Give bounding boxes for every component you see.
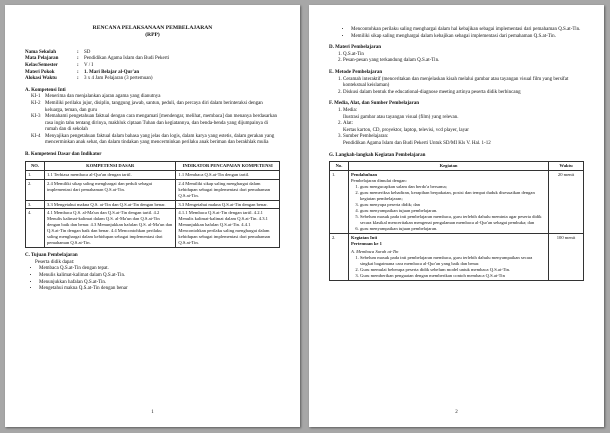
identity-block: Nama Sekolah : SD Mata Pelajaran : Pendidikan Agama Islam dan Budi Pekerti Kelas/Semester : V / I Materi Pokok : 1. Mari Belajar al-Qur'an Alokasi Waktu : 3 x 4 Jam Pelajaran (3 pertemuan): [25, 50, 280, 83]
c-intro: Peserta didik dapat:: [35, 259, 75, 265]
table-header: No.: [330, 162, 349, 171]
table-row: 1. Pendahuluan Pembelajaran dimulai dengan: 1. guru mengucapkan salam dan berdo'a bersama; 2. guru memeriksa kehadiran, kerapihan berpakaian, posisi dan tempat duduk disesuaikan dengan kegiatan pembelajaran; 3. guru menyapa peserta didik; dan 4. guru menyampaikan tujuan pembelajaran. 5. Sebelum masuk pada inti pembelajaran membaca, guru terlebih dahulu meminta agar peserta didik secara klasikal menceritakan mengenai pengalaman membaca al-Qur'an sebagai pembuka; dan 6. guru menyampaikan tujuan pembelajaran. 20 menit: [330, 171, 584, 234]
section-d-heading: D. Materi Pembelajaran: [329, 45, 382, 51]
identity-label: Materi Pokok: [25, 69, 55, 75]
doc-title: RENCANA PELAKSANAAN PEMBELAJARAN: [92, 25, 213, 31]
identity-value: 1. Mari Belajar al-Qur'an: [84, 69, 140, 75]
identity-value: V / I: [84, 62, 94, 68]
section-f-heading: F. Media, Alat, dan Sumber Pembelajaran: [329, 101, 420, 107]
ki-row: KI-2 Memiliki perilaku jujur, disiplin, tanggung jawab, santun, peduli, dan percaya diri dalam berinteraksi dengan keluarga, teman, dan guru: [31, 100, 263, 113]
list-item: 1. Q.S.at-Tin: [343, 52, 584, 59]
activity-table: [329, 161, 584, 280]
doc-subtitle: (RPP): [145, 32, 160, 39]
list-item: • Menulis kalimat-kalimat dalam Q.S.at-Tin.: [39, 273, 280, 280]
section-g-heading: G. Langkah-langkah Kegiatan Pembelajaran: [329, 152, 426, 158]
page-number: 2: [455, 410, 458, 416]
section-c-heading: C. Tujuan Pembelajaran: [25, 253, 78, 259]
section-e-heading: E. Metode Pembelajaran: [329, 69, 383, 75]
table-header: INDIKATOR PENCAPAIAN KOMPETENSI: [176, 161, 280, 170]
list-item: • Mencontohkan perilaku saling menghargai dalam hal kebajikan sebagai implementasi dari pemahaman Q.S.at-Tin.: [351, 27, 584, 34]
identity-label: Nama Sekolah: [25, 49, 56, 55]
list-item: 1. Ceramah interaktif (menceritakan dan menjelaskan kisah melalui gambar atau tayangan visual film yang bersifat kontekstual keislaman): [343, 77, 584, 90]
identity-value: SD: [84, 49, 91, 55]
kd-table: [25, 161, 280, 249]
page-number: 1: [151, 410, 154, 416]
identity-label: Kelas/Semester: [25, 62, 58, 68]
ki-row: KI-3 Memahami pengetahuan faktual dengan cara mengamati [mendengar, melihat, membaca] dan menanya berdasarkan rasa ingin tahu tentang dirinya, makhluk ciptaan Tuhan dan kegiatannya, dan benda-benda yang dijumpainya di rumah dan di sekolah: [31, 114, 278, 133]
identity-value: 3 x 4 Jam Pelajaran (3 pertemuan): [84, 76, 153, 82]
list-item: • Menunjukkan hafalan Q.S.at-Tin.: [39, 280, 280, 287]
table-row: 3. 3.3 Mengetahui makna Q.S. at-Tin dan Q.S.at-Tin dengan benar. 3.3 Mengetahui makna Q.S.at-Tin dengan benar.: [26, 200, 280, 209]
table-header: NO.: [26, 161, 45, 170]
list-item: 2. Pesan-pesan yang terkandung dalam Q.S.at-Tin.: [343, 58, 584, 65]
list-item: 1. Media: Ilustrasi gambar atau tayangan visual (film) yang relevan.: [343, 108, 584, 121]
document-page-2: [309, 5, 604, 427]
identity-label: Alokasi Waktu: [25, 76, 57, 82]
table-header: Waktu: [549, 162, 584, 171]
table-row: 2. 2.4 Memiliki sikap saling menghargai dan peduli sebagai implementasi dari pemahaman Q.S.at-Tin. 2.4 Memiliki sikap saling menghargai dalam kehidupan sebagai implementasi dari pemahaman Q.S.at-Tin.: [26, 179, 280, 200]
ki-row: KI-1 Menerima dan menjalankan ajaran agama yang dianutnya: [31, 94, 161, 100]
list-item: • Membaca Q.S.at-Tin dengan tepat.: [39, 266, 280, 273]
list-item: 2. Diskusi dalam bentuk the educational-diagnose meeting artinya peserta didik berbincang: [343, 90, 584, 97]
section-b-heading: B. Kompetensi Dasar dan Indikator: [25, 152, 102, 158]
top-list: [329, 27, 584, 40]
document-page-1: [5, 5, 300, 427]
identity-label: Mata Pelajaran: [25, 56, 59, 62]
table-row: 2. Kegiatan Inti Pertemuan ke 1 A. Membaca Surah at-Tin 1. Sebelum masuk pada inti pembelajaran membaca, guru terlebih dahulu menyampaikan secara singkat bagaimana cara membaca al-Qur'an yang baik dan benar. 2. Guru memulai beberapa peserta didik sebelum model untuk membaca Q.S.at-Tin. 3. Guru memberikan penguatan dengan memberikan contoh membaca Q.S.at-Tin 100 menit: [330, 233, 584, 280]
table-row: 4. 4.1 Membaca Q.S. al-Ma'un dan Q.S.at-Tin dengan tartil. 4.2 Menulis kalimat-kalimat dalam Q.S. al-Ma'un dan Q.S.at-Tin dengan baik dan benar. 4.3 Menunjukkan hafalan Q.S. al-Ma'un dan Q.S.at-Tin dengan baik dan benar. 4.4 Mencontohkan perilaku saling menghargai dalam kehidupan sebagai implementasi dari pemahaman Q.S.at-Tin. 4.1.1 Membaca Q.S.at-Tin dengan tartil. 4.2.1 Menulis kalimat-kalimat dalam Q.S.at-Tin. 4.3.1 Menunjukkan hafalan Q.S.at-Tin. 4.4.1 Mencontohkan perilaku saling menghargai dalam kehidupan sebagai implementasi dari pemahaman Q.S.at-Tin.: [26, 209, 280, 248]
list-item: • Mengetahui makna Q.S.at-Tin dengan benar: [39, 286, 280, 293]
d-list: [329, 52, 584, 65]
e-list: [329, 77, 584, 97]
list-item: • Memiliki sikap saling menghargai dalam kebajikan sebagai implementasi dari pemahaman Q.S.at-Tin.: [351, 34, 584, 41]
identity-value: Pendidikan Agama Islam dan Budi Pekerti: [84, 56, 170, 62]
c-list: [25, 266, 280, 292]
table-header: Kegiatan: [349, 162, 549, 171]
list-item: 3. Sumber Pembelajaran: Pendidikan Agama Islam dan Budi Pekerti Untuk SD/MI Kls V. Hal. 1-12: [343, 134, 584, 147]
f-list: [329, 108, 584, 148]
section-a-heading: A. Kompetensi Inti: [25, 87, 66, 93]
table-row: 1. 1.1 Terbiasa membaca al-Qur'an dengan tartil. 1.1 Membaca Q.S.at-Tin dengan tartil.: [26, 170, 280, 179]
list-item: 2. Alat: Kertas karton, CD, proyektor, laptop, televisi, vcd player, layar: [343, 121, 584, 134]
table-header: KOMPETENSI DASAR: [45, 161, 176, 170]
ki-row: KI-4 Menyajikan pengetahuan faktual dalam bahasa yang jelas dan logis, dalam karya yang estetis, dalam gerakan yang mencerminkan anak sehat, dan dalam tindakan yang mencerminkan perilaku anak beriman dan berakhlak mulia: [31, 133, 275, 146]
